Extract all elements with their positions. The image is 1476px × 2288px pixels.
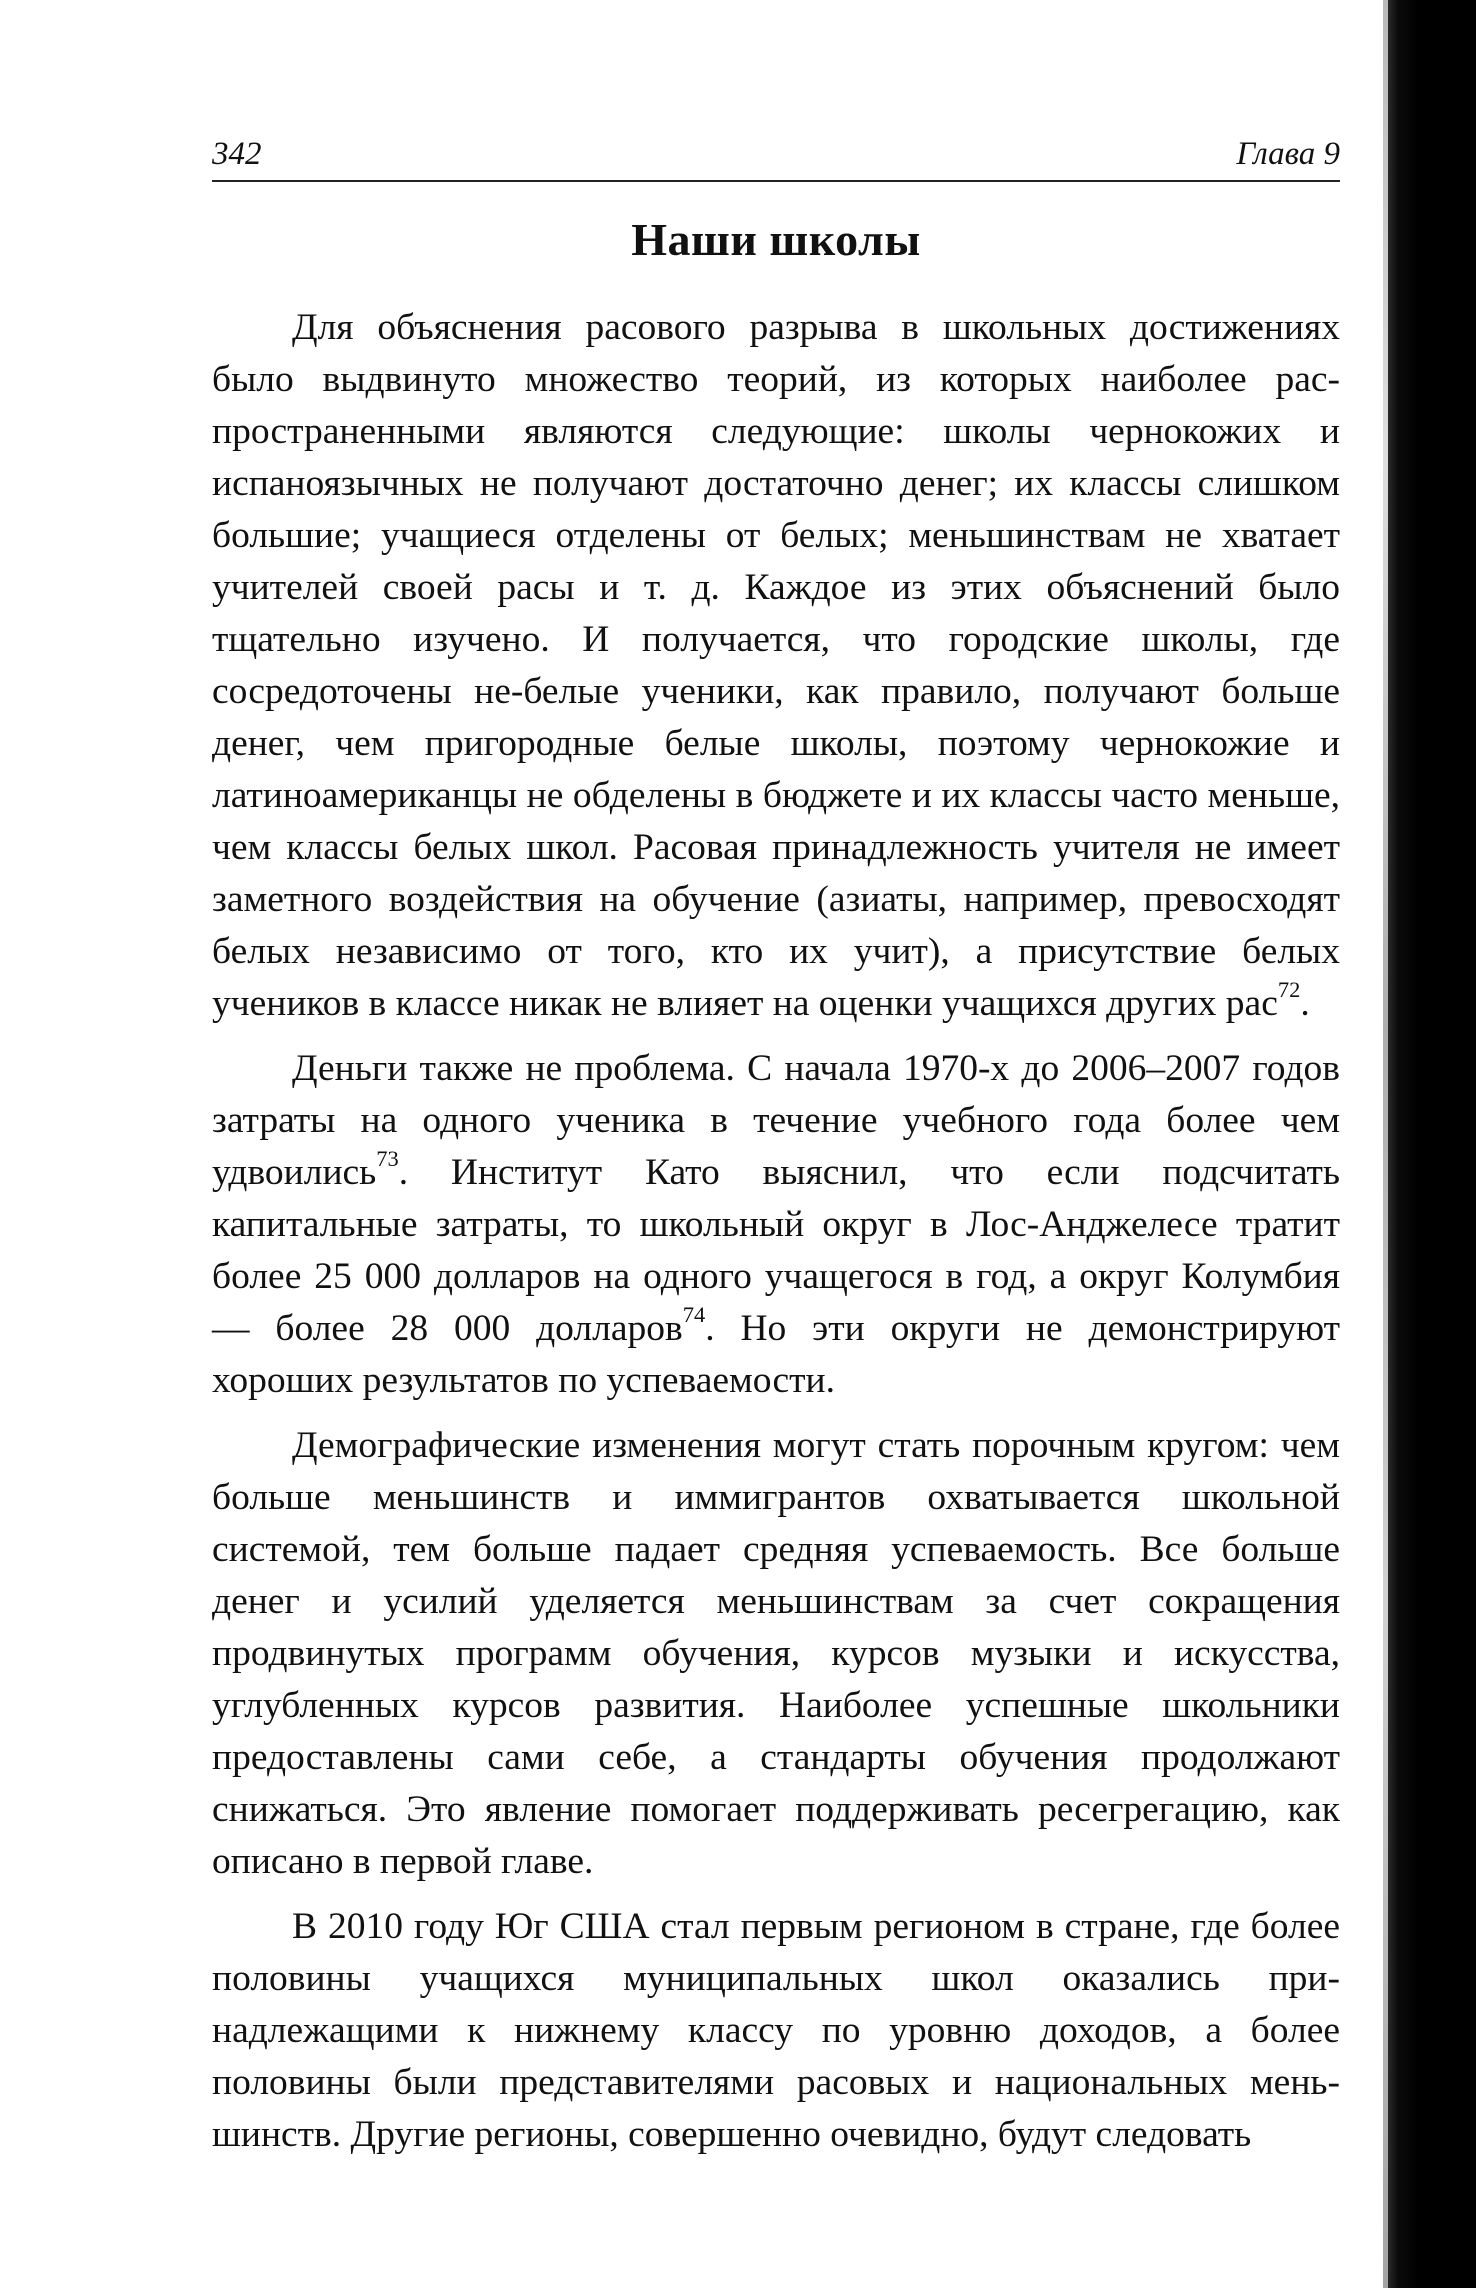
paragraph-text: . Институт Като выяснил, что если подсчитать капитальные затраты, то школьный округ в Лос-Анджелесе тратит более 25 000 долларов на одного учащегося в год, а округ Колумбия — более 28 000 долларов [212, 1152, 1340, 1349]
scan-dark-edge [1388, 0, 1476, 2288]
paragraph-text: Демографические изменения могут стать порочным кругом: чем больше меньшинств и иммигрантов охватывается школьной системой, тем больше падает средняя успеваемость. Все больше денег и усилий уделяется меньшинствам за счет сокращения продвинутых программ обучения, курсов музыки и искусства, углубленных курсов развития. Наиболее успешные школьники предоставлены сами себе, а стандарты обучения продолжают снижаться. Это явление помогает поддерживать ресегрегацию, как описано в первой главе. [212, 1425, 1340, 1882]
body-text [212, 302, 1340, 2174]
scan-edge-shadow [1383, 0, 1388, 2288]
header-rule [212, 180, 1340, 182]
footnote-ref: 74 [682, 1302, 706, 1327]
paragraph-text: . Но эти округи не демонстрируют хороших результатов по успеваемости. [212, 1308, 1341, 1401]
footnote-ref: 73 [376, 1146, 399, 1171]
paragraph [212, 1043, 1340, 1407]
section-title: Наши школы [631, 214, 921, 265]
page-number: 342 [212, 136, 262, 172]
paragraph-text: Деньги также не проблема. С начала 1970-х до 2006–2007 годов затраты на одного ученика в течение учебного года более чем удвоились [212, 1048, 1340, 1193]
paragraph [212, 1901, 1340, 2161]
paragraph [212, 302, 1340, 1030]
footnote-ref: 72 [1277, 977, 1301, 1002]
paragraph-text: Для объяснения расового разрыва в школьных достижениях было выдвинуто множество теорий, из которых наиболее распространенными являются следующие: школы чернокожих и испаноязычных не получают достаточно денег; их классы слишком большие; учащиеся отделены от белых; меньшинствам не хватает учителей своей расы и т. д. Каждое из этих объяснений было тщательно изучено. И получается, что городские школы, где сосредоточены не-белые ученики, как правило, получают больше денег, чем пригородные белые школы, поэтому чернокожие и латиноамериканцы не обделены в бюджете и их классы часто меньше, чем классы белых школ. Расовая принадлежность учителя не имеет заметного воздействия на обучение (азиаты, например, превосходят белых независимо от того, кто их учит), а присутствие белых учеников в классе никак не влияет на оценки учащихся других рас [212, 307, 1340, 1024]
paragraph [212, 1420, 1340, 1888]
paragraph-text: . [1300, 983, 1310, 1024]
chapter-label: Глава 9 [1236, 136, 1340, 172]
running-head [212, 132, 1340, 176]
paragraph-text: В 2010 году Юг США стал первым регионом в стране, где более половины учащихся муниципальных школ оказались принадлежащими к нижнему классу по уровню доходов, а более половины были представителями расовых и национальных меньшинств. Другие регионы, совершенно очевидно, будут следовать [212, 1906, 1340, 2155]
